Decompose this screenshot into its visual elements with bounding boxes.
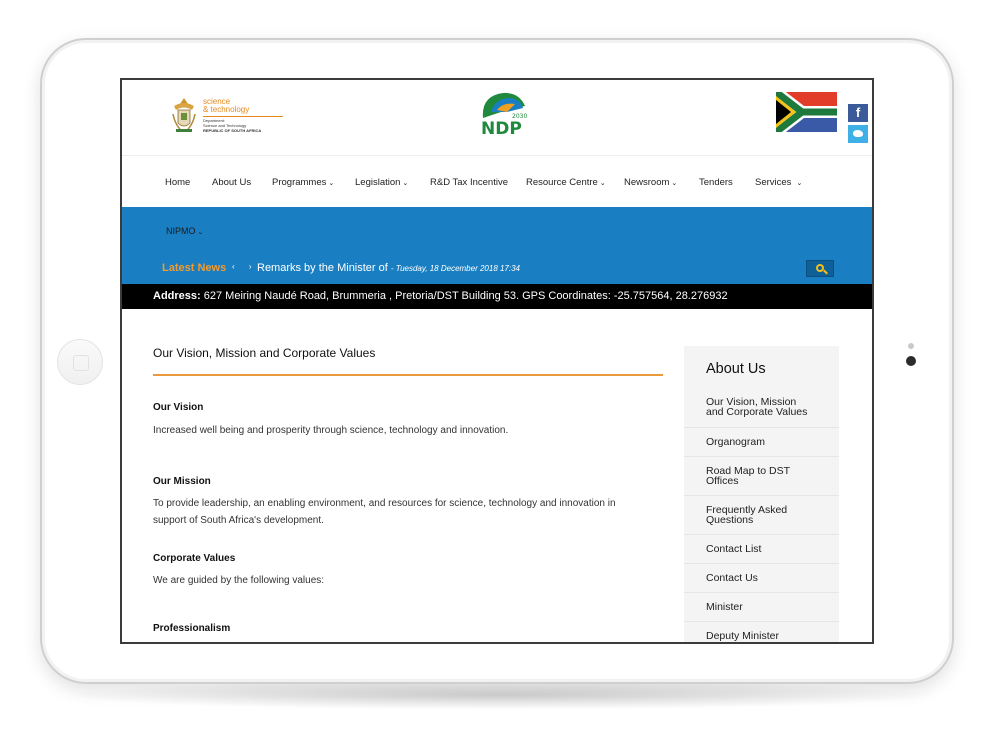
ticker-headline[interactable] (257, 262, 520, 274)
sidebar-item-label: Deputy Minister (706, 630, 779, 642)
nav-about-us[interactable] (212, 177, 251, 188)
ndp-logo-icon[interactable] (477, 88, 531, 138)
ticker-arrows[interactable]: ‹ › (232, 262, 258, 271)
sidebar-item-minister[interactable] (684, 592, 839, 621)
address-label: Address: (153, 290, 201, 302)
sidebar-item-deputy-minister[interactable] (684, 621, 839, 644)
sidebar-item-label: Organogram (706, 436, 765, 448)
nav-programmes[interactable] (272, 177, 334, 188)
sidebar-item-label: Our Vision, Mission (706, 396, 797, 408)
sidebar-item-faq[interactable] (684, 495, 839, 534)
nav-home[interactable] (165, 177, 190, 188)
ndp-year: 2030 (512, 113, 528, 120)
chevron-down-icon: ⌄ (796, 180, 803, 187)
chevron-down-icon: ⌄ (671, 180, 678, 187)
vision-title: Our Vision (153, 402, 204, 413)
chevron-down-icon: ⌄ (402, 180, 409, 187)
dst-logo[interactable] (170, 96, 280, 134)
ndp-text: NDP (481, 119, 522, 138)
sidebar-item-label: Frequently Asked (706, 504, 788, 516)
sidebar-item-organogram[interactable] (684, 427, 839, 456)
sidebar-item-label: and Corporate Values (706, 406, 808, 418)
values-title: Corporate Values (153, 553, 236, 564)
dst-sub3: REPUBLIC OF SOUTH AFRICA (203, 128, 262, 133)
nav-legislation[interactable] (355, 177, 408, 188)
facebook-icon[interactable] (848, 104, 868, 122)
vision-text: Increased well being and prosperity through science, technology and innovation. (153, 425, 509, 436)
nav-newsroom-label: Newsroom (624, 177, 670, 188)
south-africa-flag-icon (776, 92, 837, 132)
sidebar-item-vision[interactable] (684, 391, 839, 427)
tablet-home-button[interactable] (57, 339, 103, 385)
mission-text-2: support of South Africa's development. (153, 515, 324, 526)
site-header (122, 80, 872, 156)
sidebar-item-road-map[interactable] (684, 456, 839, 495)
nav-home-label: Home (165, 177, 191, 188)
professionalism-title: Professionalism (153, 623, 231, 634)
nav-band (122, 207, 872, 284)
dst-line2: & technology (203, 105, 250, 114)
about-sidebar (684, 346, 839, 644)
news-ticker (162, 262, 842, 278)
tablet-camera (906, 356, 916, 366)
mission-text-1: To provide leadership, an enabling environment, and resources for science, technology and innovation in (153, 498, 616, 509)
nav-programmes-label: Programmes (272, 177, 327, 188)
nav-resource-centre[interactable] (526, 177, 606, 188)
sidebar-item-label: Questions (706, 514, 754, 526)
nav-nipmo-label: NIPMO (166, 226, 196, 236)
twitter-icon[interactable] (848, 125, 868, 143)
chevron-down-icon: ⌄ (599, 180, 606, 187)
address-text: 627 Meiring Naudé Road, Brummeria , Pretoria/DST Building 53. GPS Coordinates: -25.757564, 28.276932 (203, 290, 728, 302)
nav-newsroom[interactable] (624, 177, 677, 188)
sidebar-item-contact-us[interactable] (684, 563, 839, 592)
nav-services-label: Services (755, 177, 792, 188)
sidebar-item-label: Minister (706, 601, 743, 613)
tablet-shadow (60, 680, 940, 710)
search-button[interactable] (806, 260, 834, 277)
dst-sub2: Science and Technology (203, 123, 247, 128)
sidebar-item-label: Contact Us (706, 572, 758, 584)
sidebar-item-contact-list[interactable] (684, 534, 839, 563)
sidebar-title: About Us (706, 361, 766, 377)
nav-nipmo[interactable] (166, 226, 203, 236)
sidebar-item-label: Contact List (706, 543, 762, 555)
facebook-glyph: f (855, 105, 861, 120)
tablet-sensor (908, 343, 914, 349)
mission-title: Our Mission (153, 476, 211, 487)
nav-rd-tax-label: R&D Tax Incentive (430, 177, 508, 188)
ticker-date: - Tuesday, 18 December 2018 17:34 (390, 264, 521, 273)
main-nav (122, 156, 872, 207)
chevron-down-icon: ⌄ (328, 180, 335, 187)
nav-legislation-label: Legislation (355, 177, 401, 188)
latest-news-label: Latest News (162, 262, 227, 274)
dst-sub1: Department: (203, 118, 226, 123)
values-text: We are guided by the following values: (153, 575, 325, 586)
nav-about-us-label: About Us (212, 177, 252, 188)
main-content (153, 346, 663, 634)
nav-resource-centre-label: Resource Centre (526, 177, 598, 188)
chevron-down-icon: ⌄ (197, 229, 204, 236)
tablet-screen (120, 78, 874, 644)
sidebar-item-label: Road Map to DST (706, 465, 791, 477)
sidebar-item-label: Offices (706, 475, 739, 487)
coat-of-arms-icon (170, 96, 198, 134)
ticker-headline-text: Remarks by the Minister of (257, 262, 388, 274)
nav-rd-tax-incentive[interactable] (430, 177, 508, 188)
nav-tenders[interactable] (699, 177, 733, 188)
dst-line1: science (203, 97, 231, 106)
address-bar (122, 284, 872, 309)
nav-services[interactable] (755, 177, 802, 188)
social-links (848, 104, 868, 143)
page-title: Our Vision, Mission and Corporate Values (153, 346, 663, 376)
nav-tenders-label: Tenders (699, 177, 733, 188)
